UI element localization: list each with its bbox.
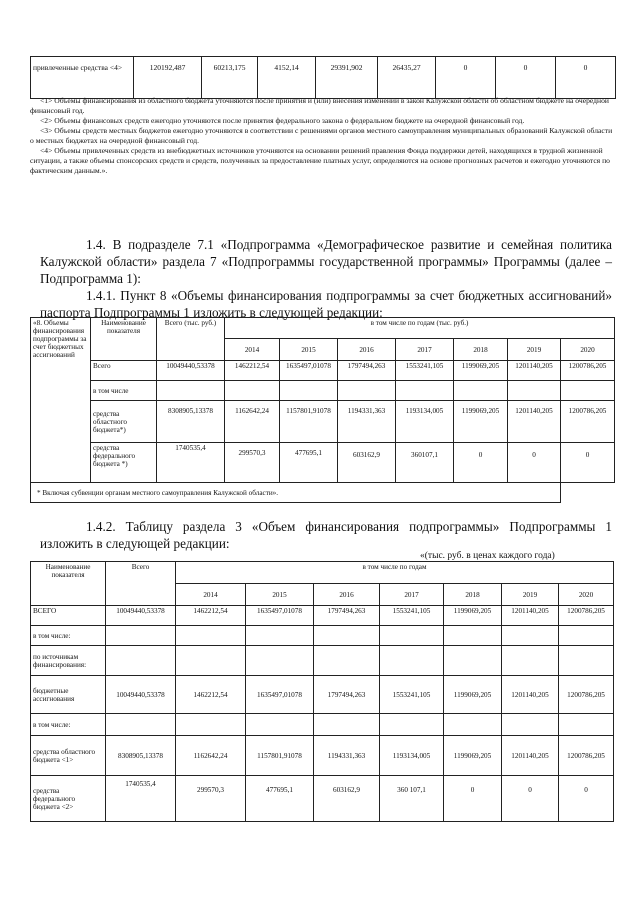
cell: 1797494,263 <box>314 606 380 626</box>
row-label: привлеченные средства <4> <box>31 57 134 99</box>
cell: 1199069,205 <box>444 676 502 714</box>
year-header: 2014 <box>225 339 280 361</box>
cell: 477695,1 <box>280 443 338 483</box>
cell: 1194331,363 <box>314 736 380 776</box>
year-header: 2018 <box>454 339 508 361</box>
cell: 1199069,205 <box>444 736 502 776</box>
header-total: Всего <box>106 562 176 606</box>
header-years: в том числе по годам (тыс. руб.) <box>225 318 615 339</box>
cell: 0 <box>436 57 496 99</box>
cell: 1194331,363 <box>338 401 396 443</box>
cell: 1193134,005 <box>380 736 444 776</box>
cell: 0 <box>559 776 614 822</box>
footnote-2: <2> Объемы финансовых средств ежегодно уточняются после принятия федерального закона о федеральном бюджете на очередной финансовый год. <box>40 116 525 125</box>
paragraph-1-4-1: 1.4.1. Пункт 8 «Объемы финансирования подпрограммы за счет бюджетных ассигнований» паспорта Подпрограммы 1 изложить в следующей редакции: <box>40 288 612 320</box>
header-name: Наименование показателя <box>31 562 106 606</box>
cell: 1740535,4 <box>106 776 176 822</box>
cell: 603162,9 <box>314 776 380 822</box>
cell: 10049440,53378 <box>106 676 176 714</box>
cell: 1200786,205 <box>559 606 614 626</box>
paragraph-text: 1.4.2. Таблицу раздела 3 «Объем финансирования подпрограммы» Подпрограммы 1 изложить в следующей редакции: <box>40 519 612 551</box>
row-name: Всего <box>91 361 157 381</box>
table-row <box>31 606 614 626</box>
year-header: 2019 <box>508 339 561 361</box>
cell: 1201140,205 <box>508 401 561 443</box>
year-header: 2018 <box>444 584 502 606</box>
cell: 10049440,53378 <box>157 361 225 381</box>
cell: 1553241,105 <box>380 676 444 714</box>
header-name: Наименование показателя <box>91 318 157 361</box>
table-row <box>31 57 616 99</box>
cell: 0 <box>454 443 508 483</box>
table-row <box>31 361 615 381</box>
cell: 1199069,205 <box>444 606 502 626</box>
cell: 603162,9 <box>338 443 396 483</box>
cell: 299570,3 <box>225 443 280 483</box>
row-name: средства федерального бюджета <2> <box>31 776 106 822</box>
year-header: 2015 <box>280 339 338 361</box>
cell: 1162642,24 <box>225 401 280 443</box>
cell: 0 <box>508 443 561 483</box>
cell: 360107,1 <box>396 443 454 483</box>
cell: 1157801,91078 <box>246 736 314 776</box>
cell: 1635497,01078 <box>246 606 314 626</box>
row-label: «8. Объемы финансирования подпрограммы за счет бюджетных ассигнований <box>31 318 91 483</box>
footnote-1: <1> Объемы финансирования из областного бюджета уточняются после принятия и (или) внесения изменений в закон Калужской области об областном бюджете на очередной финансовый год. <box>30 96 609 115</box>
cell: 0 <box>556 57 616 99</box>
cell: 1200786,205 <box>561 401 615 443</box>
table-row <box>31 676 614 714</box>
table-row <box>31 483 615 503</box>
cell: 1199069,205 <box>454 401 508 443</box>
cell: 1200786,205 <box>559 736 614 776</box>
cell: 1797494,263 <box>338 361 396 381</box>
cell: 26435,27 <box>378 57 436 99</box>
cell: 8308905,13378 <box>106 736 176 776</box>
table-row <box>31 318 615 339</box>
cell: 0 <box>561 443 615 483</box>
year-header: 2020 <box>559 584 614 606</box>
year-header: 2016 <box>338 339 396 361</box>
cell: 1157801,91078 <box>280 401 338 443</box>
cell: 477695,1 <box>246 776 314 822</box>
cell: 1797494,263 <box>314 676 380 714</box>
cell: 1200786,205 <box>559 676 614 714</box>
row-name: в том числе <box>91 381 157 401</box>
table-row <box>31 626 614 646</box>
cell: 1162642,24 <box>176 736 246 776</box>
row-name: средства областного бюджета <1> <box>31 736 106 776</box>
row-name: средства федерального бюджета *) <box>91 443 157 483</box>
header-years: в том числе по годам <box>176 562 614 584</box>
cell: 1201140,205 <box>502 676 559 714</box>
year-header: 2016 <box>314 584 380 606</box>
year-header: 2020 <box>561 339 615 361</box>
table-row <box>31 381 615 401</box>
cell: 1635497,01078 <box>246 676 314 714</box>
row-name: бюджетные ассигнования <box>31 676 106 714</box>
table-row <box>31 401 615 443</box>
paragraph-text: 1.4. В подразделе 7.1 «Подпрограмма «Демографическое развитие и семейная политика Калужской области» раздела 7 «Подпрограммы государственной программы» Программы (далее – Подпрограмма 1): <box>40 237 612 286</box>
row-name: по источникам финансирования: <box>31 646 106 676</box>
cell: 1201140,205 <box>502 736 559 776</box>
year-header: 2017 <box>396 339 454 361</box>
header-total: Всего (тыс. руб.) <box>157 318 225 361</box>
row-name: в том числе: <box>31 626 106 646</box>
footnotes <box>30 96 615 176</box>
cell: 0 <box>502 776 559 822</box>
cell: 1635497,01078 <box>280 361 338 381</box>
cell: 1193134,005 <box>396 401 454 443</box>
cell: 1462212,54 <box>225 361 280 381</box>
table-footnote: * Включая субвенции органам местного самоуправления Калужской области». <box>31 483 561 503</box>
year-header: 2014 <box>176 584 246 606</box>
row-name: средства областного бюджета*) <box>91 401 157 443</box>
cell: 1553241,105 <box>396 361 454 381</box>
passport-table <box>30 317 615 503</box>
cell: 8308905,13378 <box>157 401 225 443</box>
cell: 1201140,205 <box>508 361 561 381</box>
table-row <box>31 562 614 584</box>
cell: 0 <box>444 776 502 822</box>
table-row <box>31 736 614 776</box>
cell: 4152,14 <box>258 57 316 99</box>
cell: 10049440,53378 <box>106 606 176 626</box>
cell: 299570,3 <box>176 776 246 822</box>
year-header: 2015 <box>246 584 314 606</box>
paragraph-1-4 <box>40 236 612 321</box>
row-name: в том числе: <box>31 714 106 736</box>
row-name: ВСЕГО <box>31 606 106 626</box>
cell: 1462212,54 <box>176 606 246 626</box>
paragraph-1-4-2 <box>40 518 612 552</box>
cell: 1553241,105 <box>380 606 444 626</box>
unit-note: «(тыс. руб. в ценах каждого года) <box>420 551 555 561</box>
table-row <box>31 443 615 483</box>
financing-table <box>30 561 614 822</box>
cell: 0 <box>496 57 556 99</box>
table-row <box>31 646 614 676</box>
footnote-4: <4> Объемы привлеченных средств из внебюджетных источников уточняются на основании решений правления Фонда поддержки детей, находящихся в трудной жизненной ситуации, а также объемы спонсорских средств и средств, полученных за предоставление платных услуг, определяются на основе прогнозных расчетов и ежегодно уточняются по фактическим данным.». <box>30 146 610 175</box>
table-row <box>31 714 614 736</box>
year-header: 2017 <box>380 584 444 606</box>
top-table <box>30 56 616 99</box>
cell: 360 107,1 <box>380 776 444 822</box>
year-header: 2019 <box>502 584 559 606</box>
cell: 29391,902 <box>316 57 378 99</box>
cell: 60213,175 <box>202 57 258 99</box>
cell: 120192,487 <box>134 57 202 99</box>
cell: 1740535,4 <box>157 443 225 483</box>
cell: 1199069,205 <box>454 361 508 381</box>
cell: 1201140,205 <box>502 606 559 626</box>
cell: 1462212,54 <box>176 676 246 714</box>
footnote-3: <3> Объемы средств местных бюджетов ежегодно уточняются в соответствии с решениями органов местного самоуправления муниципальных образований Калужской области о местных бюджетах на очередной финансовый год. <box>30 126 613 145</box>
cell: 1200786,205 <box>561 361 615 381</box>
table-row <box>31 776 614 822</box>
